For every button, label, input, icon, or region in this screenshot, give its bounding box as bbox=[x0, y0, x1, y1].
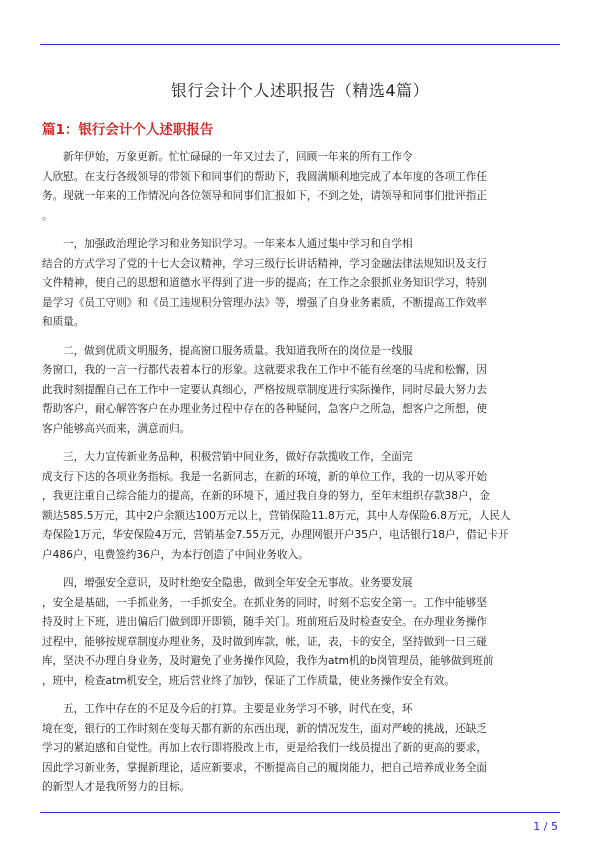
text-line: 成支行下达的各项业务指标。我是一名新同志，在新的环境，新的单位工作，我的一切从零开始 bbox=[42, 470, 487, 483]
text-line: ，我更注重自己综合能力的提高，在新的环境下，通过我自身的努力，至年末组织存款38户，金 bbox=[42, 490, 490, 502]
text-line: 三，大力宣传新业务品种，积极营销中间业务，做好存款揽收工作，全面完 bbox=[63, 451, 413, 463]
text-line: 寿保险1万元，华安保险4万元，营销基金7.55万元，办理网银开户35户，电话银行18户，借记卡开 bbox=[42, 529, 509, 541]
text-line: 此我时刻提醒自己在工作中一定要认真细心，严格按规章制度进行实际操作，同时尽最大努力去 bbox=[42, 383, 487, 396]
text-line: 是学习《员工守则》和《员工违规积分管理办法》等，增强了自身业务素质，不断提高工作效率 bbox=[42, 296, 487, 309]
paragraph bbox=[42, 700, 556, 798]
text-line: 帮助客户，耐心解答客户在办理业务过程中存在的各种疑问，急客户之所急，想客户之所想，使 bbox=[42, 403, 487, 415]
text-line: 一，加强政治理论学习和业务知识学习。一年来本人通过集中学习和自学相 bbox=[63, 238, 413, 250]
text-line: 四，增强安全意识，及时杜绝安全隐患，做到全年安全无事故。业务要发展 bbox=[63, 577, 413, 589]
text-line: 务。现就一年来的工作情况向各位领导和同事们汇报如下，不到之处，请领导和同事们批评指正 bbox=[42, 190, 487, 202]
text-line: ，安全是基础，一手抓业务，一手抓安全。在抓业务的同时，时刻不忘安全第一。工作中能够坚 bbox=[42, 596, 487, 609]
text-line: 结合的方式学习了党的十七大会议精神，学习三级行长讲话精神，学习金融法律法规知识及支行 bbox=[42, 257, 487, 270]
text-line: 额达585.5万元，其中2户余额达100万元以上，营销保险11.8万元，其中人寿保险6.8万元，人民人 bbox=[42, 509, 511, 522]
text-line: 库，坚决不办理自身业务，及时避免了业务操作风险，我作为atm机的b岗管理员，能够做到班前 bbox=[42, 655, 494, 667]
section-heading: 篇1：银行会计个人述职报告 bbox=[42, 122, 214, 138]
text-line: 人欣慰。在支行各级领导的带领下和同事们的帮助下，我圆满顺利地完成了本年度的各项工作任 bbox=[42, 170, 487, 183]
text-line: 客户能够高兴而来，满意而归。 bbox=[42, 422, 191, 435]
text-line: 务窗口，我的一言一行都代表着本行的形象。这就要求我在工作中不能有丝毫的马虎和松懈，因 bbox=[42, 364, 487, 376]
text-line: 二，做到优质文明服务，提高窗口服务质量。我知道我所在的岗位是一线服 bbox=[63, 344, 413, 357]
paragraph bbox=[42, 235, 556, 333]
text-line: 的新型人才是我所努力的目标。 bbox=[42, 781, 191, 793]
document-title: 银行会计个人述职报告（精选4篇） bbox=[170, 81, 430, 100]
text-line: ，班中，检查atm机安全，班后营业终了加钞，保证了工作质量，使业务操作安全有效。 bbox=[42, 674, 455, 687]
text-line: 过程中，能够按规章制度办理业务，及时做到库款，帐，证，表，卡的安全，坚持做到一日三碰 bbox=[42, 635, 487, 648]
paragraph bbox=[42, 342, 556, 440]
text-line: 新年伊始，万象更新。忙忙碌碌的一年又过去了，回顾一年来的所有工作令 bbox=[63, 151, 413, 163]
text-line: 因此学习新业务，掌握新理论，适应新要求，不断提高自己的履岗能力，把自己培养成业务全面 bbox=[42, 761, 487, 774]
text-line: 持及时上下班，进出偏后门做到即开即锁，随手关门。班前班后及时检查安全。在办理业务操作 bbox=[42, 616, 487, 628]
text-line: 境在变，银行的工作时刻在变每天都有新的东西出现，新的情况发生，面对严峻的挑战，还缺乏 bbox=[42, 722, 487, 735]
text-line: 文件精神，使自己的思想和道德水平得到了进一步的提高；在工作之余狠抓业务知识学习，特别 bbox=[42, 277, 487, 289]
page-number: 1 / 5 bbox=[533, 820, 558, 833]
text-line: 和质量。 bbox=[42, 316, 85, 328]
footer-rule bbox=[40, 812, 560, 813]
text-line: 五，工作中存在的不足及今后的打算。主要是业务学习不够，时代在变，环 bbox=[63, 703, 413, 715]
text-line: 学习的紧迫感和自觉性。再加上农行即将股改上市，更是给我们一线员提出了新的更高的要求， bbox=[42, 742, 487, 754]
paragraph bbox=[42, 148, 556, 226]
text-line: 。 bbox=[42, 209, 53, 222]
header-rule bbox=[40, 44, 560, 45]
paragraph bbox=[42, 448, 556, 565]
text-line: 户486户，电费签约36户，为本行创造了中间业务收入。 bbox=[42, 548, 309, 561]
paragraph bbox=[42, 574, 556, 691]
document-body bbox=[42, 148, 556, 807]
